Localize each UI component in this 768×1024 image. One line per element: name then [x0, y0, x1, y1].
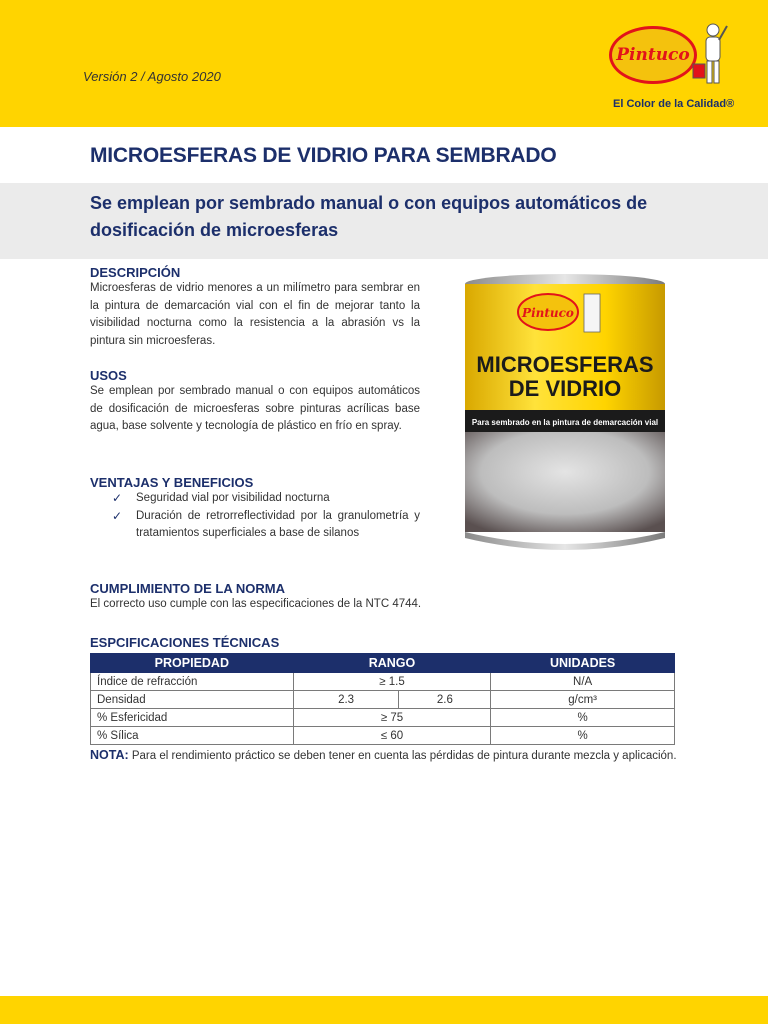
table-row	[91, 691, 675, 709]
cell-range-min: 2.3	[293, 691, 399, 709]
norma-section	[90, 581, 690, 614]
list-item: ✓ Seguridad vial por visibilidad nocturna	[112, 490, 420, 508]
version-label: Versión 2 / Agosto 2020	[83, 69, 221, 84]
cell-unit: %	[491, 727, 675, 745]
logo-oval	[609, 26, 697, 84]
can-title-line1: MICROESFERAS	[476, 352, 654, 377]
cell-property: Densidad	[91, 691, 294, 709]
usos-section	[90, 368, 420, 436]
can-band-text: Para sembrado en la pintura de demarcación vial	[471, 418, 659, 427]
cell-range: ≥ 75	[293, 709, 491, 727]
table-row	[91, 673, 675, 691]
column-header: PROPIEDAD	[91, 654, 294, 673]
logo-text: Pintuco	[616, 45, 690, 65]
descripcion-section	[90, 265, 420, 350]
specs-table	[90, 653, 675, 745]
header-band	[0, 0, 768, 127]
cell-unit: g/cm³	[491, 691, 675, 709]
pintuco-logo	[605, 18, 735, 118]
descripcion-text: Microesferas de vidrio menores a un milímetro para sembrar en la pintura de demarcación vial con el fin de mejorar tanto la visibilidad nocturna como la resistencia a la abrasión vs la pintura sin microesferas.	[90, 282, 420, 347]
ventajas-section	[90, 475, 420, 543]
column-header: UNIDADES	[491, 654, 675, 673]
can-bottom-rim	[465, 532, 665, 550]
checkmark-icon: ✓	[112, 508, 123, 523]
tagline: El Color de la Calidad®	[613, 98, 735, 110]
nota-text: Para el rendimiento práctico se deben tener en cuenta las pérdidas de pintura durante mezcla y aplicación.	[128, 750, 677, 762]
can-beads	[465, 432, 665, 532]
nota-paragraph	[90, 746, 680, 765]
cell-range: ≤ 60	[293, 727, 491, 745]
checkmark-icon: ✓	[112, 491, 123, 505]
descripcion-heading: DESCRIPCIÓN	[90, 265, 181, 280]
norma-text: El correcto uso cumple con las especificaciones de la NTC 4744.	[90, 598, 422, 610]
usos-heading: USOS	[90, 368, 127, 383]
table-header-row	[91, 654, 675, 673]
cell-property: % Sílica	[91, 727, 294, 745]
nota-label: NOTA:	[90, 748, 129, 762]
page-subtitle: Se emplean por sembrado manual o con equipos automáticos de dosificación de microesferas	[90, 193, 648, 240]
list-item: ✓ Duración de retrorreflectividad por la granulometría y tratamientos superficiales a base de silanos	[112, 508, 420, 539]
can-title-line2: DE VIDRIO	[508, 376, 622, 401]
product-can-image	[460, 272, 670, 550]
page-title: MICROESFERAS DE VIDRIO PARA SEMBRADO	[90, 144, 557, 167]
can-logo-text: Pintuco	[522, 306, 574, 320]
can-figure	[584, 294, 600, 332]
usos-text: Se emplean por sembrado manual o con equipos automáticos de dosificación de microesferas sobre pinturas acrílicas base agua, base solvente y tecnología de plástico en frío en spray.	[90, 385, 420, 432]
ventajas-list	[112, 490, 420, 543]
painter-figure-icon	[691, 20, 731, 90]
cell-range: ≥ 1.5	[293, 673, 491, 691]
cell-unit: N/A	[491, 673, 675, 691]
column-header: RANGO	[293, 654, 491, 673]
ventajas-heading: VENTAJAS Y BENEFICIOS	[90, 475, 254, 490]
norma-heading: CUMPLIMIENTO DE LA NORMA	[90, 581, 285, 596]
specs-heading: ESPCIFICACIONES TÉCNICAS	[90, 635, 280, 650]
cell-range-max: 2.6	[399, 691, 491, 709]
table-row	[91, 727, 675, 745]
cell-property: Índice de refracción	[91, 673, 294, 691]
cell-property: % Esfericidad	[91, 709, 294, 727]
table-row	[91, 709, 675, 727]
cell-unit: %	[491, 709, 675, 727]
footer-band	[0, 996, 768, 1024]
